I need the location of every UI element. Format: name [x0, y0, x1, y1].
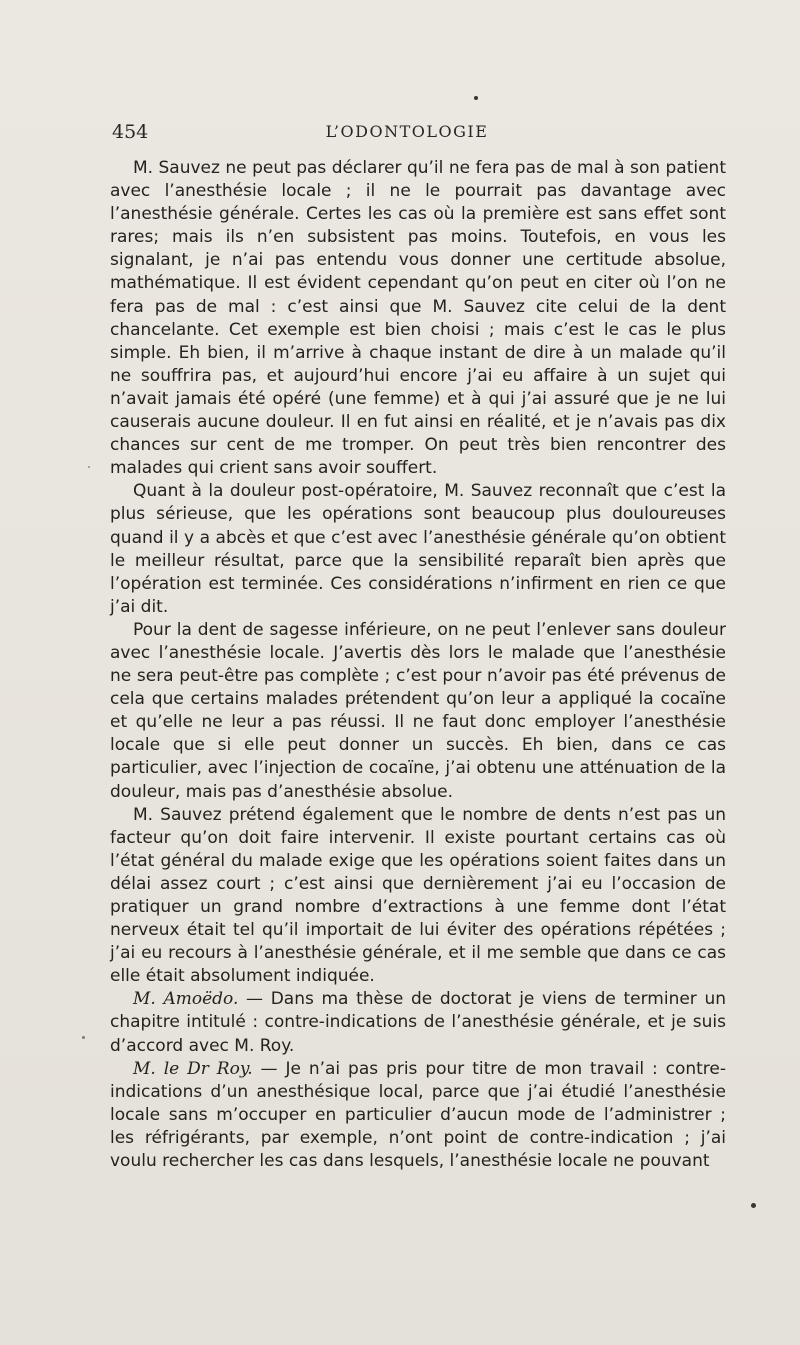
speaker-name: M. Amoëdo. — [133, 989, 239, 1010]
running-title: L’ODONTOLOGIE — [325, 122, 489, 141]
page-number: 454 — [112, 121, 149, 143]
paragraph — [110, 157, 726, 480]
ink-speck — [82, 1036, 85, 1039]
paragraph-text: — Dans ma thèse de doctorat je viens de terminer un chapitre intitulé : contre-indications de l’anesthésie générale, et je suis d’accord avec M. Roy. — [110, 989, 726, 1056]
paragraph-text: Pour la dent de sagesse inférieure, on ne peut l’enlever sans douleur avec l’anesthésie locale. J’avertis dès lors le malade que l’anesthésie ne sera peut-être pas complète ; c’est pour n’avoir pas été prévenus de cela que certains malades prétendent qu’on leur a appliqué la cocaïne et qu’elle ne leur a pas réussi. Il ne faut donc employer l’anesthésie locale que si elle peut donner un succès. Eh bien, dans ce cas particulier, avec l’injection de cocaïne, j’ai obtenu une atténuation de la douleur, mais pas d’anesthésie absolue. — [110, 619, 726, 802]
paragraph-text: Quant à la douleur post-opératoire, M. Sauvez reconnaît que c’est la plus sérieuse, que les opérations sont beaucoup plus douloureuses quand il y a abcès et que c’est avec l’anesthésie générale qu’on obtient le meilleur résultat, parce que la sensibilité reparaît bien après que l’opération est terminée. Ces considérations n’infirment en rien ce que j’ai dit. — [110, 481, 726, 617]
paragraph — [110, 480, 726, 619]
paragraph-text: M. Sauvez ne peut pas déclarer qu’il ne fera pas de mal à son patient avec l’anesthésie locale ; il ne le pourrait pas davantage avec l’anesthésie générale. Certes les cas où la première est sans effet sont rares; mais ils n’en subsistent pas moins. Toutefois, en vous les signalant, je n’ai pas entendu vous donner une certitude absolue, mathématique. Il est évident cependant qu’on peut en citer où l’on ne fera pas de mal : c’est ainsi que M. Sauvez cite celui de la dent chancelante. Cet exemple est bien choisi ; mais c’est le cas le plus simple. Eh bien, il m’arrive à chaque instant de dire à un malade qu’il ne souffrira pas, et aujourd’hui encore j’ai eu affaire à un sujet qui n’avait jamais été opéré (une femme) et à qui j’ai assuré que je ne lui causerais aucune douleur. Il en fut ainsi en réalité, et je n’avais pas dix chances sur cent de me tromper. On peut très bien rencontrer des malades qui crient sans avoir souffert. — [110, 158, 726, 479]
paragraph — [110, 804, 726, 989]
ink-speck — [751, 1203, 756, 1208]
ink-speck — [88, 466, 90, 468]
body-text — [110, 157, 726, 1173]
paragraph — [110, 988, 726, 1057]
speaker-name: M. le Dr Roy. — [133, 1058, 253, 1079]
paragraph-text: — Je n’ai pas pris pour titre de mon travail : contre-indications d’un anesthésique local, parce que j’ai étudié l’anesthésie locale sans m’occuper en particulier d’aucun mode de l’administrer ; les réfrigérants, par exemple, n’ont point de contre-indication ; j’ai voulu rechercher les cas dans lesquels, l’anesthésie locale ne pouvant — [110, 1058, 727, 1172]
paragraph — [110, 619, 726, 804]
page-header — [112, 119, 702, 145]
paragraph-text: M. Sauvez prétend également que le nombre de dents n’est pas un facteur qu’on doit faire intervenir. Il existe pourtant certains cas où l’état général du malade exige que les opérations soient faites dans un délai assez court ; c’est ainsi que dernièrement j’ai eu l’occasion de pratiquer un grand nombre d’extractions à une femme dont l’état nerveux était tel qu’il importait de lui éviter des opérations répétées ; j’ai eu recours à l’anesthésie générale, et il me semble que dans ce cas elle était absolument indiquée. — [110, 804, 726, 987]
ink-speck — [474, 96, 478, 100]
paragraph — [110, 1058, 726, 1173]
